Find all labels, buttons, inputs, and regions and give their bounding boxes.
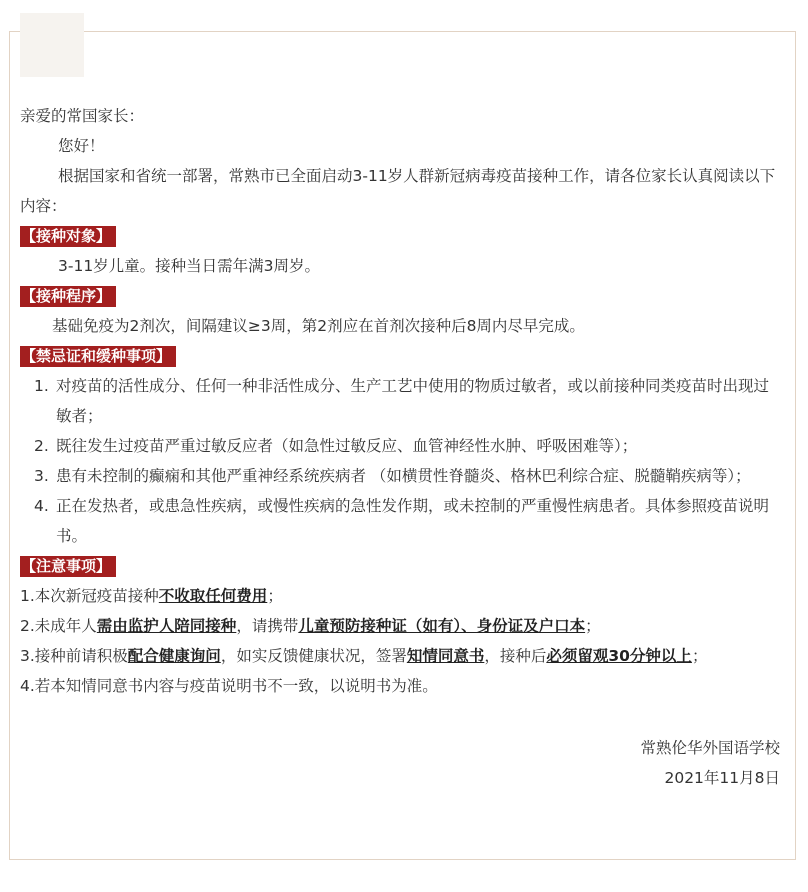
note-3: 3.接种前请积极配合健康询问，如实反馈健康状况，签署知情同意书，接种后必须留观30分钟以上；	[20, 647, 708, 665]
contraindication-list	[20, 371, 782, 551]
list-item: 1. 对疫苗的活性成分、任何一种非活性成分、生产工艺中使用的物质过敏者，或以前接种同类疫苗时出现过敏者；	[34, 377, 770, 425]
procedure-text: 基础免疫为2剂次，间隔建议≥3周，第2剂应在首剂次接种后8周内尽早完成。	[52, 317, 585, 335]
section-heading-procedure: 【接种程序】	[20, 286, 116, 307]
emphasis-health-inquiry: 配合健康询问	[127, 647, 221, 665]
letter-date: 2021年11月8日	[664, 769, 780, 787]
target-text: 3-11岁儿童。接种当日需年满3周岁。	[58, 257, 321, 275]
letter-body	[20, 101, 782, 793]
school-name: 常熟伦华外国语学校	[640, 739, 780, 757]
emphasis-observation: 必须留观30分钟以上	[546, 647, 692, 665]
section-heading-notes: 【注意事项】	[20, 556, 116, 577]
section-heading-target: 【接种对象】	[20, 226, 116, 247]
salutation: 您好！	[58, 137, 105, 155]
greeting: 亲爱的常国家长：	[20, 107, 145, 125]
note-4: 4.若本知情同意书内容与疫苗说明书不一致，以说明书为准。	[20, 677, 438, 695]
emphasis-guardian: 需由监护人陪同接种	[96, 617, 237, 635]
emphasis-consent-form: 知情同意书	[406, 647, 485, 665]
emphasis-free-of-charge: 不收取任何费用	[158, 587, 268, 605]
list-item: 2. 既往发生过疫苗严重过敏反应者（如急性过敏反应、血管神经性水肿、呼吸困难等）；	[34, 437, 638, 455]
note-1: 1.本次新冠疫苗接种不收取任何费用；	[20, 587, 283, 605]
note-2: 2.未成年人需由监护人陪同接种，请携带儿童预防接种证（如有）、身份证及户口本；	[20, 617, 601, 635]
section-heading-contraindications: 【禁忌证和缓种事项】	[20, 346, 176, 367]
emphasis-documents: 儿童预防接种证（如有）、身份证及户口本	[298, 617, 586, 635]
list-item: 4. 正在发热者，或患急性疾病，或慢性疾病的急性发作期，或未控制的严重慢性病患者。具体参照疫苗说明书。	[34, 497, 770, 545]
header-image-placeholder	[20, 13, 84, 77]
list-item: 3. 患有未控制的癫痫和其他严重神经系统疾病者 （如横贯性脊髓炎、格林巴利综合症、脱髓鞘疾病等）；	[34, 467, 751, 485]
intro-paragraph: 根据国家和省统一部署，常熟市已全面启动3-11岁人群新冠病毒疫苗接种工作，请各位家长认真阅读以下内容：	[20, 167, 776, 215]
